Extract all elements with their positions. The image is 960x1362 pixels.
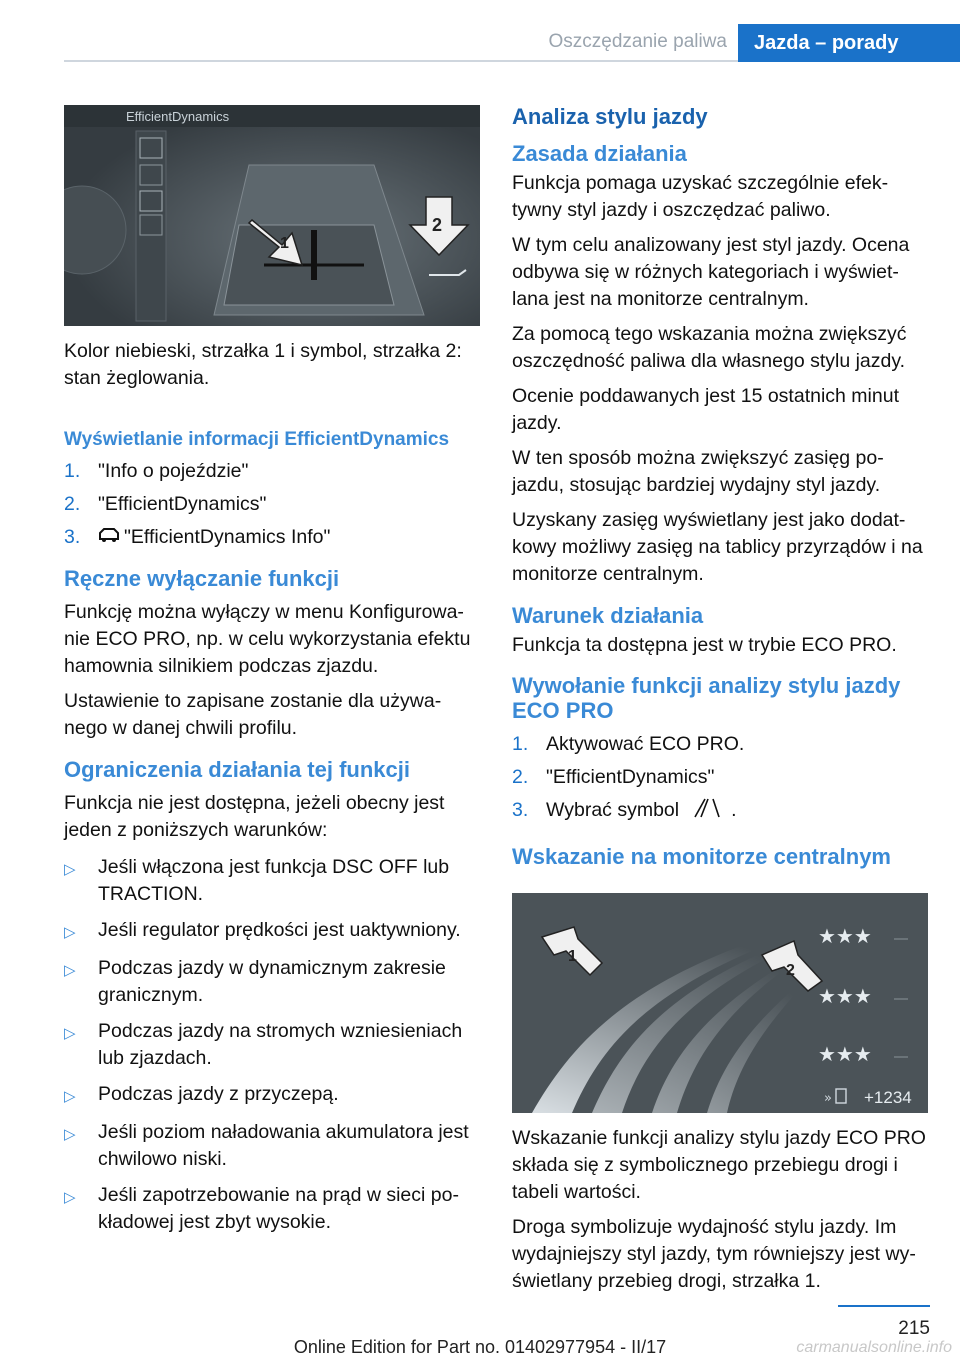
principle-paragraph-6: Uzyskany zasięg wyświetlany jest jako dodat‐kowy możliwy zasięg na tablicy przyrządów i na monitorze centralnym. <box>512 509 923 585</box>
manual-off-paragraph-2: Ustawienie to zapisane zostanie dla używa‐nego w danej chwili profilu. <box>64 690 442 739</box>
arrow-2-label: 2 <box>432 215 443 235</box>
list-item-text: Podczas jazdy w dynamicznym zakresie granicznym. <box>98 957 446 1006</box>
list-item <box>64 1018 482 1072</box>
list-item <box>64 917 482 946</box>
step-text: "Info o pojeździe" <box>98 460 249 482</box>
display-paragraph-2: Droga symbolizuje wydajność stylu jazdy. Im wydajniejszy styl jazdy, tym równiejszy jest wy‐świetlany przebieg drogi, strzałka 1. <box>512 1216 916 1292</box>
step-text: "EfficientDynamics" <box>546 766 715 788</box>
principle-heading: Zasada działania <box>512 141 687 166</box>
list-item <box>64 854 482 908</box>
central-monitor-heading: Wskazanie na monitorze centralnym <box>512 844 891 869</box>
principle-paragraph-1: Funkcja pomaga uzyskać szczególnie efek‐tywny styl jazdy i oszczędzać paliwo. <box>512 172 889 221</box>
principle-paragraph-5: W ten sposób można zwiększyć zasięg po‐jazdu, stosując bardziej wydajny styl jazdy. <box>512 447 884 496</box>
list-item-text: Jeśli włączona jest funkcja DSC OFF lub TRACTION. <box>98 856 450 905</box>
driving-style-heading: Analiza stylu jazdy <box>512 104 708 129</box>
range-readout: +1234 <box>864 1088 912 1107</box>
step-number: 3. <box>64 526 81 548</box>
limits-heading: Ograniczenia działania tej funkcji <box>64 757 410 782</box>
page-number: 215 <box>898 1318 930 1339</box>
list-item-text: Podczas jazdy na stromych wzniesieniach lub zjazdach. <box>98 1020 463 1069</box>
condition-paragraph: Funkcja ta dostępna jest w trybie ECO PRO. <box>512 634 897 656</box>
header-chapter-tab[interactable]: Jazda – porady <box>738 24 960 62</box>
rating-stars: ★★★ <box>818 924 872 948</box>
principle-paragraph-2: W tym celu analizowany jest styl jazdy. Ocena odbywa się w różnych kategoriach i wyświet‐lana jest na monitorze centralnym. <box>512 234 910 310</box>
principle-paragraph-4: Ocenie poddawanych jest 15 ostatnich minut jazdy. <box>512 385 899 434</box>
driving-style-screen-illustration <box>512 893 928 1113</box>
page-number-rule <box>838 1305 930 1307</box>
list-item-text: Jeśli poziom naładowania akumulatora jest chwilowo niski. <box>98 1121 469 1170</box>
step-text: Aktywować ECO PRO. <box>546 733 745 755</box>
left-column <box>64 338 482 1245</box>
arrow-1-label: 1 <box>568 948 577 965</box>
list-item <box>64 955 482 1009</box>
watermark: carmanualsonline.info <box>796 1339 952 1356</box>
step-item <box>512 764 932 791</box>
step-item <box>512 731 932 758</box>
driving-style-screen-image <box>512 893 928 1113</box>
call-function-heading: Wywołanie funkcji analizy stylu jazdy ECO PRO <box>512 673 901 723</box>
manual-off-paragraph-1: Funkcję można wyłączy w menu Konfigurowa‐nie ECO PRO, np. w celu wykorzystania efektu hamownia silnikiem podczas zjazdu. <box>64 601 471 677</box>
rating-stars: ★★★ <box>818 1042 872 1066</box>
step-suffix: . <box>731 799 737 821</box>
step-number: 3. <box>512 799 529 821</box>
image-title: EfficientDynamics <box>126 109 230 124</box>
list-item <box>64 1119 482 1173</box>
road-symbol-icon <box>693 797 721 827</box>
limits-paragraph: Funkcja nie jest dostępna, jeżeli obecny jest jeden z poniższych warunków: <box>64 792 445 841</box>
display-paragraph-1: Wskazanie funkcji analizy stylu jazdy ECO PRO składa się z symbolicznego przebiegu drogi i tabeli wartości. <box>512 1127 926 1203</box>
list-item <box>64 1081 482 1110</box>
condition-heading: Warunek działania <box>512 603 704 628</box>
arrow-1-label: 1 <box>280 235 289 252</box>
step-item <box>512 797 932 827</box>
forward-chevrons-icon: » <box>824 1091 832 1106</box>
bullet-icon: ▷ <box>64 962 76 979</box>
efficientdynamics-screen-image <box>64 105 480 326</box>
step-number: 2. <box>64 493 81 515</box>
bullet-icon: ▷ <box>64 1126 76 1143</box>
list-item-text: Podczas jazdy z przyczepą. <box>98 1083 339 1105</box>
step-text: "EfficientDynamics" <box>98 493 267 515</box>
list-item <box>64 1182 482 1236</box>
manual-off-heading: Ręczne wyłączanie funkcji <box>64 566 340 591</box>
efficientdynamics-screen-illustration <box>64 105 480 326</box>
bullet-icon: ▷ <box>64 1088 76 1105</box>
step-text: "EfficientDynamics Info" <box>124 526 331 548</box>
edition-footer: Online Edition for Part no. 01402977954 - II/17 <box>293 1337 667 1357</box>
bullet-icon: ▷ <box>64 861 76 878</box>
step-number: 1. <box>512 733 529 755</box>
right-column <box>512 103 932 877</box>
display-info-heading: Wyświetlanie informacji EfficientDynamics <box>64 429 450 450</box>
step-item <box>64 491 482 518</box>
header-section-tab[interactable]: Oszczędzanie paliwa <box>548 31 727 52</box>
list-item-text: Jeśli regulator prędkości jest uaktywniony. <box>98 919 461 941</box>
bullet-icon: ▷ <box>64 1189 76 1206</box>
step-number: 1. <box>64 460 81 482</box>
principle-paragraph-3: Za pomocą tego wskazania można zwiększyć oszczędność paliwa dla własnego stylu jazdy. <box>512 323 907 372</box>
step-number: 2. <box>512 766 529 788</box>
bullet-icon: ▷ <box>64 924 76 941</box>
step-item <box>64 524 482 551</box>
car-info-icon <box>98 524 124 551</box>
right-column-lower <box>512 1125 932 1303</box>
bullet-icon: ▷ <box>64 1025 76 1042</box>
step-text: Wybrać symbol <box>546 799 680 821</box>
image-caption: Kolor niebieski, strzałka 1 i symbol, strzałka 2: stan żeglowania. <box>64 340 462 389</box>
rating-stars: ★★★ <box>818 984 872 1008</box>
list-item-text: Jeśli zapotrzebowanie na prąd w sieci po‐kładowej jest zbyt wysokie. <box>98 1184 459 1233</box>
arrow-2-label: 2 <box>786 962 795 979</box>
step-item <box>64 458 482 485</box>
